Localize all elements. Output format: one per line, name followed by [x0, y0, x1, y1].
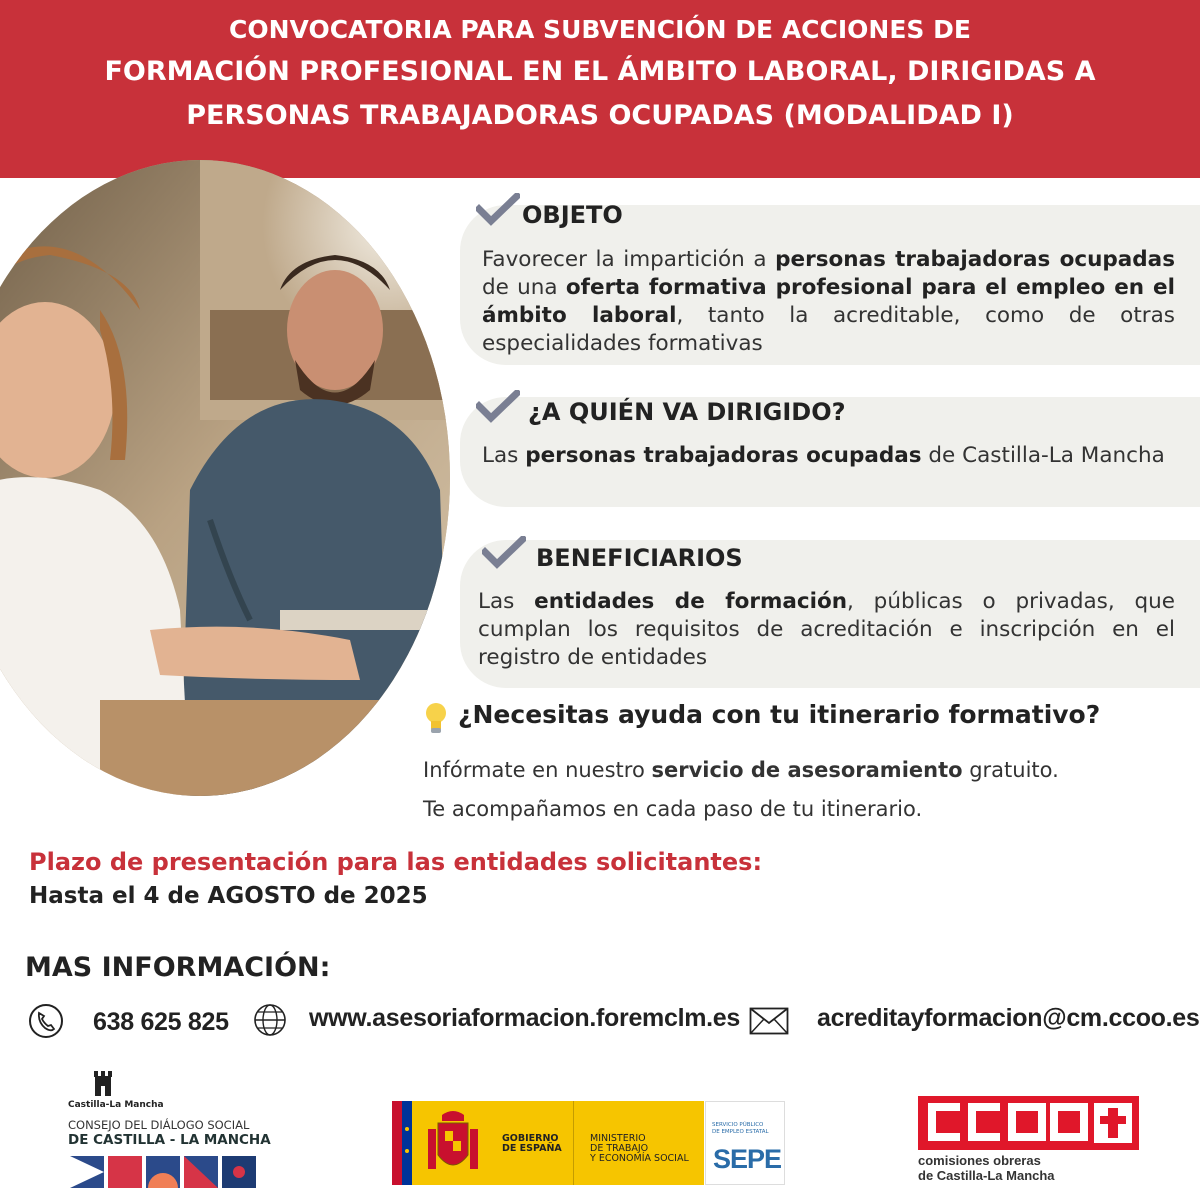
section-highlight: personas trabajadoras ocupadas: [775, 247, 1175, 272]
clm-line-1: CONSEJO DEL DIÁLOGO SOCIAL: [68, 1118, 250, 1132]
sepe-wordmark: SEPE: [713, 1144, 782, 1174]
email-link[interactable]: acreditayformacion@cm.ccoo.es: [817, 1004, 1200, 1032]
help-question: ¿Necesitas ayuda con tu itinerario formativo?: [458, 700, 1101, 729]
more-info-title: MAS INFORMACIÓN:: [25, 952, 331, 983]
title-line-2: FORMACIÓN PROFESIONAL EN EL ÁMBITO LABORAL, DIRIGIDAS A: [104, 56, 1096, 87]
phone-link[interactable]: 638 625 825: [93, 1008, 229, 1036]
section-text-segment: Las: [482, 443, 526, 468]
help-line-1: [423, 758, 1059, 782]
section-text-segment: de una: [482, 275, 566, 300]
section-text-segment: , públicas o privadas, que cumplan los requisitos de acreditación e inscripción en el registro de entidades: [478, 589, 1175, 670]
objeto-text: [482, 246, 1175, 358]
clm-small-label: Castilla-La Mancha: [68, 1100, 164, 1110]
page-title: [60, 10, 1140, 138]
dirigido-title: ¿A QUIÉN VA DIRIGIDO?: [528, 398, 846, 426]
ministerio-line-2: DE TRABAJO: [590, 1143, 649, 1154]
people-working-laptop-photo: [0, 160, 450, 796]
title-line-3: PERSONAS TRABAJADORAS OCUPADAS (MODALIDAD I): [186, 100, 1014, 131]
objeto-title: OBJETO: [522, 201, 623, 229]
check-icon: [476, 390, 520, 424]
ministerio-label: [590, 1134, 689, 1164]
deadline-value: Hasta el 4 de AGOSTO de 2025: [29, 883, 428, 909]
divider: [573, 1101, 574, 1185]
gobierno-sepe-logo: [392, 1101, 785, 1185]
section-highlight: oferta formativa profesional para el empleo en el ámbito laboral: [482, 275, 1175, 328]
beneficiarios-text: [478, 588, 1175, 672]
gobierno-label: [502, 1134, 562, 1154]
spain-flag-shield-icon: [392, 1101, 504, 1185]
phone-icon: [27, 1002, 65, 1040]
gobierno-line-2: DE ESPAÑA: [502, 1143, 562, 1154]
help-line-2: Te acompañamos en cada paso de tu itinerario.: [423, 797, 923, 821]
mail-icon: [749, 1007, 789, 1035]
sepe-small-line-2: DE EMPLEO ESTATAL: [712, 1129, 769, 1135]
deadline-label: Plazo de presentación para las entidades solicitantes:: [29, 848, 763, 876]
header-banner: [0, 0, 1200, 178]
ccoo-line-1: comisiones obreras: [918, 1153, 1041, 1168]
ccoo-line-2: de Castilla-La Mancha: [918, 1168, 1055, 1183]
check-icon: [476, 193, 520, 227]
castle-icon: [92, 1068, 114, 1098]
clm-line-2: DE CASTILLA - LA MANCHA: [68, 1132, 271, 1148]
website-link[interactable]: www.asesoriaformacion.foremclm.es: [309, 1004, 741, 1032]
clm-color-blocks: [70, 1156, 258, 1188]
sepe-small-label: [712, 1122, 769, 1136]
section-text-segment: Favorecer la impartición a: [482, 247, 776, 272]
ccoo-logo: [918, 1096, 1140, 1186]
ccoo-red-box: [918, 1096, 1139, 1150]
ministerio-line-1: MINISTERIO: [590, 1133, 646, 1144]
section-highlight: entidades de formación: [534, 589, 848, 614]
consejo-dialogo-social-logo: [68, 1068, 271, 1193]
gobierno-line-1: GOBIERNO: [502, 1133, 559, 1144]
help-service-name: servicio de asesoramiento: [651, 758, 963, 782]
section-text-segment: Las: [478, 589, 535, 614]
dirigido-text: [482, 442, 1175, 470]
section-highlight: personas trabajadoras ocupadas: [525, 443, 922, 468]
title-line-1: CONVOCATORIA PARA SUBVENCIÓN DE ACCIONES DE: [229, 15, 971, 44]
check-icon: [482, 536, 526, 570]
section-text-segment: , tanto la acreditable, como de otras especialidades formativas: [482, 303, 1175, 356]
help-line-1-pre: Infórmate en nuestro: [423, 758, 652, 782]
lightbulb-icon: [424, 702, 448, 734]
photo-illustration: [0, 160, 450, 796]
sepe-logo: [705, 1101, 785, 1185]
beneficiarios-title: BENEFICIARIOS: [536, 544, 743, 572]
globe-icon: [252, 1002, 288, 1038]
ministerio-line-3: Y ECONOMÍA SOCIAL: [590, 1153, 689, 1164]
ccoo-wordmark-icon: [918, 1096, 1139, 1150]
help-line-1-post: gratuito.: [962, 758, 1059, 782]
section-text-segment: de Castilla-La Mancha: [921, 443, 1165, 468]
sepe-small-line-1: SERVICIO PÚBLICO: [712, 1122, 764, 1128]
